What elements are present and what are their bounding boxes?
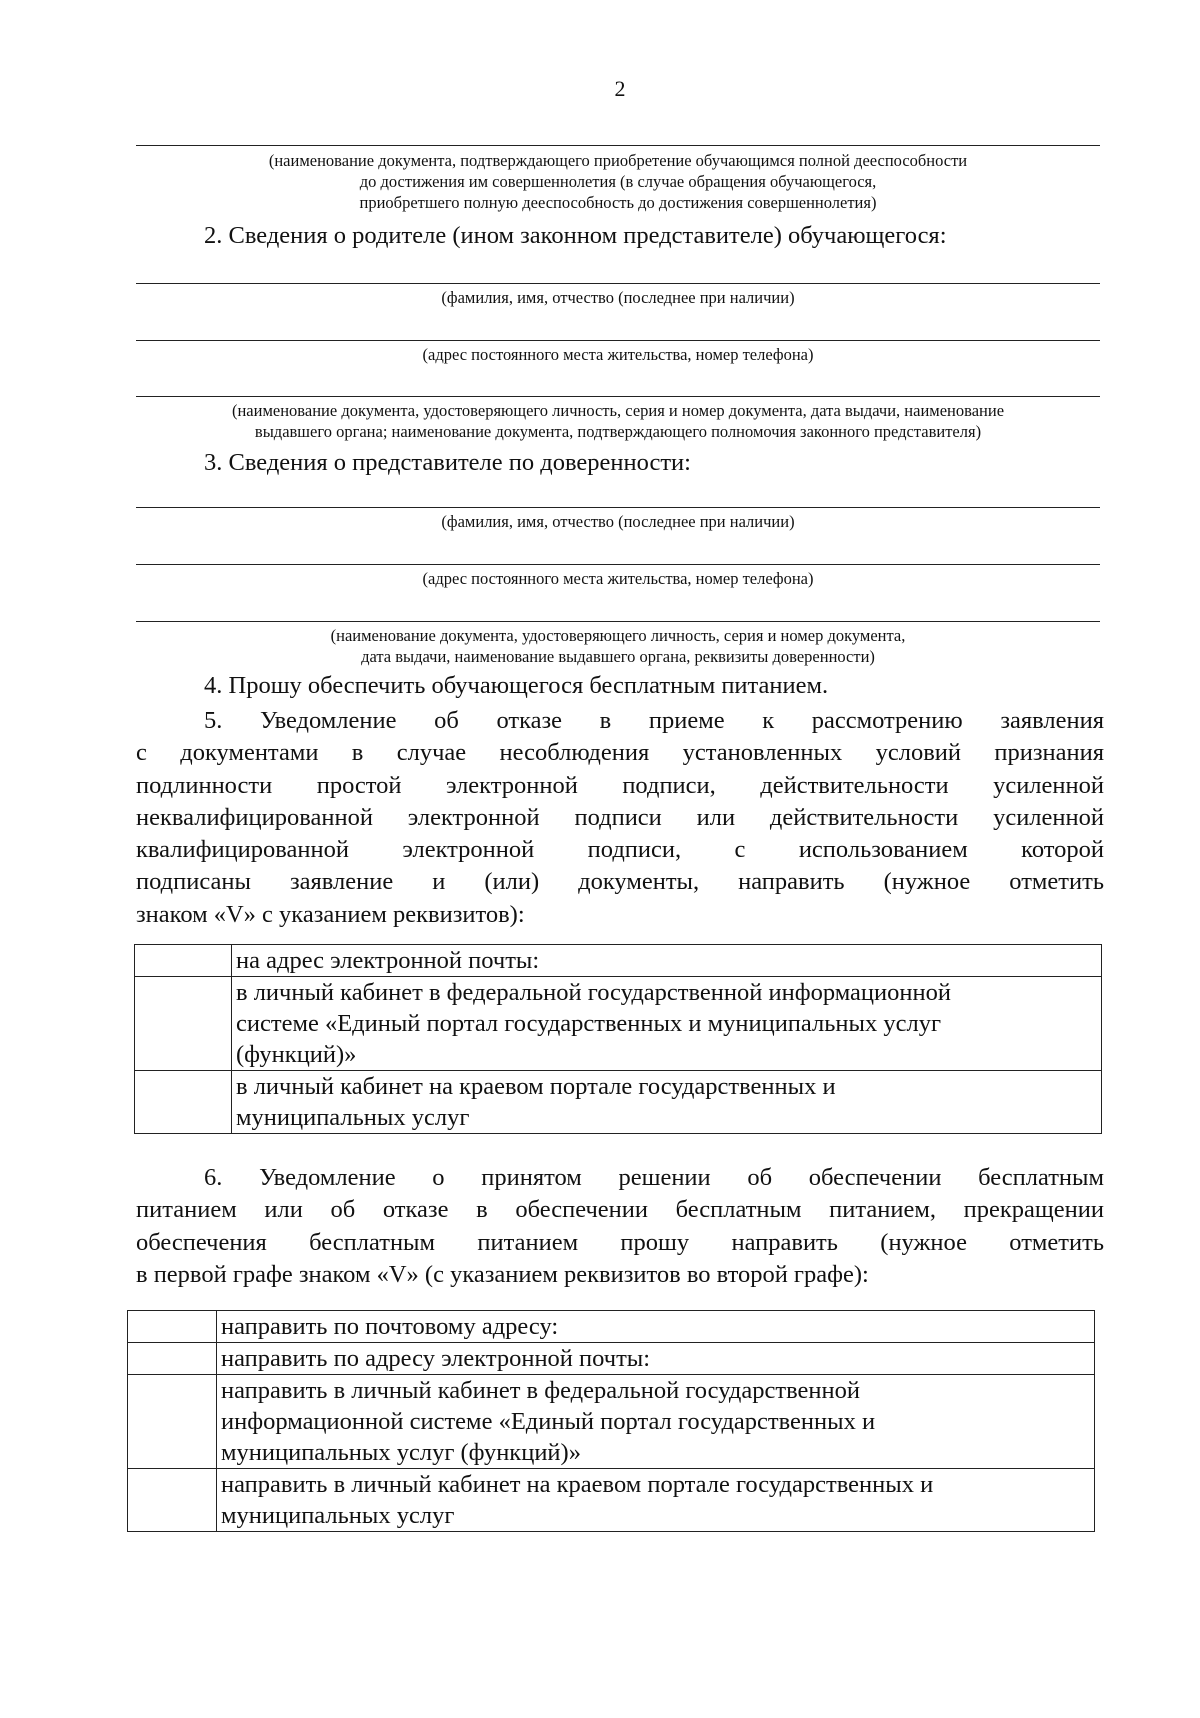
checkbox-cell[interactable] [135,977,232,1071]
parent-address-caption [136,344,1100,365]
checkbox-cell[interactable] [135,945,232,977]
paragraph-line: 6. Уведомление о принятом решении об обеспечении бесплатным [204,1164,1104,1191]
option-text[interactable] [217,1469,1095,1532]
option-line: на адрес электронной почты: [236,947,540,974]
caption-line: (адрес постоянного места жительства, номер телефона) [422,345,814,364]
page-number: 2 [614,76,626,101]
option-row-email [135,945,1102,977]
paragraph-line: в первой графе знаком «V» (с указанием реквизитов во второй графе): [136,1260,869,1288]
caption-line: (фамилия, имя, отчество (последнее при наличии) [441,512,795,531]
option-text[interactable] [232,945,1102,977]
option-row-regional-portal [135,1071,1102,1134]
paragraph-line: знаком «V» с указанием реквизитов): [136,900,525,928]
option-line: направить в личный кабинет на краевом портале государственных и [221,1471,934,1498]
checkbox-cell[interactable] [128,1469,217,1532]
parent-name-field-line[interactable] [136,283,1100,284]
checkbox-cell[interactable] [135,1071,232,1134]
option-line: системе «Единый портал государственных и муниципальных услуг [236,1010,941,1037]
option-line: направить в личный кабинет в федеральной государственной [221,1377,860,1404]
paragraph-line: подписаны заявление и (или) документы, направить (нужное отметить [136,868,1104,896]
option-line: муниципальных услуг (функций)» [221,1439,581,1466]
checkbox-cell[interactable] [128,1343,217,1375]
section-4-text: 4. Прошу обеспечить обучающегося бесплатным питанием. [204,672,829,699]
paragraph-line: квалифицированной электронной подписи, с использованием которой [136,836,1104,864]
option-line: направить по почтовому адресу: [221,1313,559,1340]
paragraph-line: питанием или об отказе в обеспечении бесплатным питанием, прекращении [136,1196,1104,1224]
proxy-address-caption [136,568,1100,589]
caption-line: (адрес постоянного места жительства, номер телефона) [422,569,814,588]
paragraph-line: подлинности простой электронной подписи, действительности усиленной [136,771,1104,799]
paragraph-line: обеспечения бесплатным питанием прошу направить (нужное отметить [136,1228,1104,1256]
option-line: муниципальных услуг [221,1502,455,1529]
proxy-address-field-line[interactable] [136,564,1100,565]
option-row-federal-portal [128,1375,1095,1469]
option-line: в личный кабинет на краевом портале государственных и [236,1073,836,1100]
parent-name-caption [136,287,1100,308]
section-2-heading: 2. Сведения о родителе (ином законном представителе) обучающегося: [204,222,947,249]
caption-line: дата выдачи, наименование выдавшего органа, реквизиты доверенности) [361,647,875,666]
parent-address-field-line[interactable] [136,340,1100,341]
adult-document-caption [136,150,1100,213]
option-row-postal [128,1311,1095,1343]
option-text[interactable] [217,1343,1095,1375]
option-row-email [128,1343,1095,1375]
option-text[interactable] [232,977,1102,1071]
section-6-options-table [127,1310,1095,1532]
checkbox-cell[interactable] [128,1311,217,1343]
adult-document-field-line[interactable] [136,145,1100,146]
option-row-regional-portal [128,1469,1095,1532]
caption-line: (наименование документа, удостоверяющего личность, серия и номер документа, [330,626,906,645]
option-text[interactable] [232,1071,1102,1134]
proxy-document-field-line[interactable] [136,621,1100,622]
option-text[interactable] [217,1311,1095,1343]
option-line: (функций)» [236,1041,357,1068]
section-5-paragraph [136,705,1104,931]
paragraph-line: 5. Уведомление об отказе в приеме к рассмотрению заявления [204,707,1104,734]
parent-document-field-line[interactable] [136,396,1100,397]
option-line: муниципальных услуг [236,1104,470,1131]
parent-document-caption [136,400,1100,442]
caption-line: до достижения им совершеннолетия (в случае обращения обучающегося, [359,172,877,191]
proxy-document-caption [136,625,1100,667]
paragraph-line: с документами в случае несоблюдения установленных условий признания [136,739,1104,767]
option-row-federal-portal [135,977,1102,1071]
caption-line: (фамилия, имя, отчество (последнее при наличии) [441,288,795,307]
section-5-options-table [134,944,1102,1134]
section-6-paragraph [136,1162,1104,1291]
caption-line: (наименование документа, удостоверяющего личность, серия и номер документа, дата выдачи, наименование [231,401,1005,420]
option-line: информационной системе «Единый портал государственных и [221,1408,876,1435]
option-line: в личный кабинет в федеральной государственной информационной [236,979,951,1006]
caption-line: выдавшего органа; наименование документа, подтверждающего полномочия законного представителя) [254,422,982,441]
option-text[interactable] [217,1375,1095,1469]
proxy-name-field-line[interactable] [136,507,1100,508]
section-3-heading: 3. Сведения о представителе по доверенности: [204,449,691,476]
paragraph-line: неквалифицированной электронной подписи или действительности усиленной [136,803,1104,831]
proxy-name-caption [136,511,1100,532]
caption-line: (наименование документа, подтверждающего приобретение обучающимся полной дееспособности [268,151,968,170]
option-line: направить по адресу электронной почты: [221,1345,651,1372]
caption-line: приобретшего полную дееспособность до достижения совершеннолетия) [359,193,877,212]
checkbox-cell[interactable] [128,1375,217,1469]
